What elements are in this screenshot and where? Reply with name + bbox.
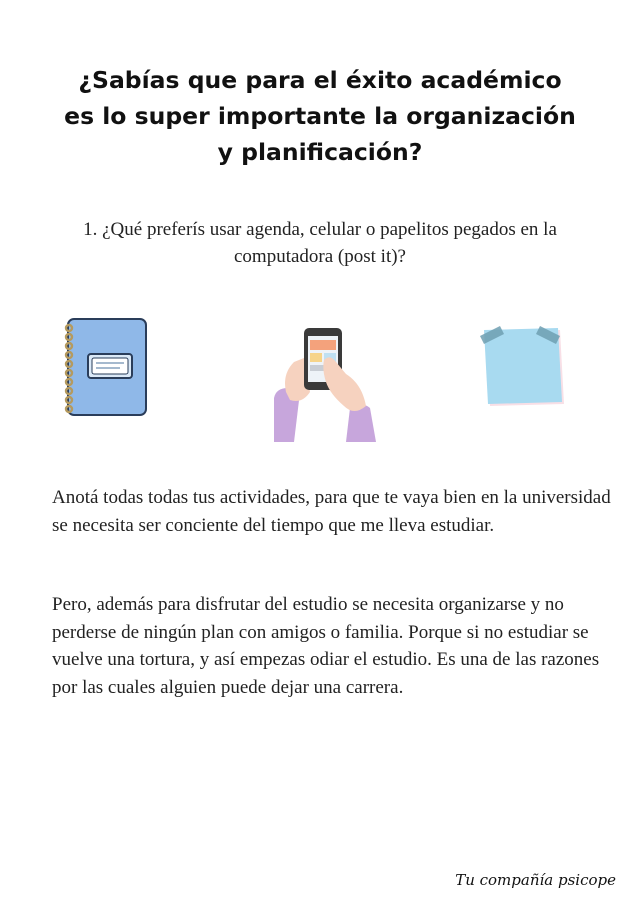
brand-signature: Tu compañía psicope: [455, 871, 616, 889]
question-text: 1. ¿Qué preferís usar agenda, celular o papelitos pegados en la computadora (post it)?: [83, 219, 557, 267]
smartphone-hands-icon: [270, 322, 380, 442]
paragraph-1: Anotá todas todas tus actividades, para que te vaya bien en la universidad se necesita ser conciente del tiempo que me lleva estudiar.: [52, 487, 611, 536]
paragraph-2: Pero, además para disfrutar del estudio se necesita organizarse y no perderse de ningún plan con amigos o familia. Porque si no estudiar se vuelve una tortura, y así empezas odiar el estudio. Es una de las razones por las cuales alguien puede dejar una carrera.: [52, 594, 600, 698]
page-title: ¿Sabías que para el éxito académico es lo super importante la organización y planificación?: [64, 66, 576, 166]
sticky-note-icon: [478, 322, 570, 410]
notebook-icon: [62, 316, 150, 420]
